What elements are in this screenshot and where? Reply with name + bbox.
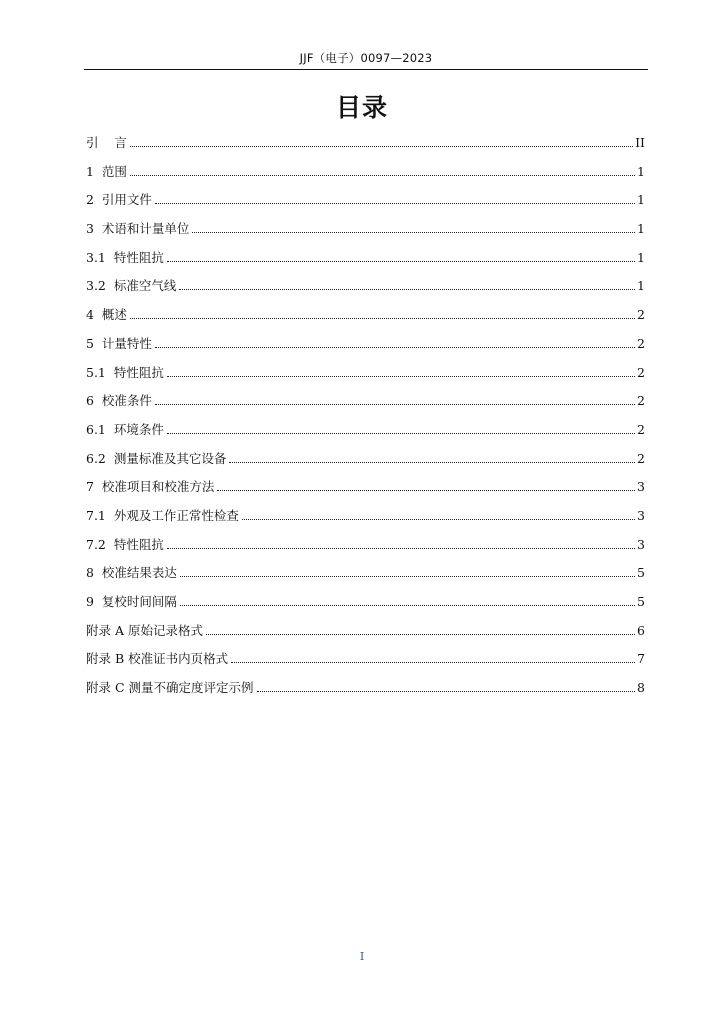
toc-entry[interactable] [86,647,645,676]
toc-entry-page: 5 [637,594,645,609]
toc-entry-page: 1 [637,163,645,179]
toc-leader-dots [130,160,635,176]
toc-entry-page: 2 [637,421,645,437]
toc-entry-label: 7.2 特性阻抗 [86,536,164,552]
toc-entry-label: 附录 B 校准证书内页格式 [86,651,229,667]
toc-entry-label: 4 概述 [86,307,127,323]
toc-entry[interactable] [86,475,645,504]
toc-entry[interactable] [86,418,645,447]
toc-leader-dots [155,389,635,405]
toc-entry-label: 5.1 特性阻抗 [86,364,164,380]
toc-entry[interactable] [86,274,645,303]
toc-entry-page: 3 [637,507,645,523]
toc-entry-page: 5 [637,565,645,581]
toc-entry-page: 2 [637,364,645,380]
toc-entry-label: 2 引用文件 [86,192,152,208]
toc-leader-dots [217,475,635,491]
toc-entry-label: 6 校准条件 [86,393,152,409]
toc-entry-page: 3 [637,479,645,495]
toc-leader-dots [167,246,635,262]
toc-entry-page: 1 [637,249,645,265]
toc-entry-label: 3.2 标准空气线 [86,278,177,294]
toc-entry-page: 1 [637,192,645,208]
toc-entry[interactable] [86,217,645,246]
toc-leader-dots [155,332,635,348]
toc-leader-dots [192,217,635,233]
toc-entry[interactable] [86,389,645,418]
toc-entry[interactable] [86,131,645,160]
toc-entry-page: 8 [637,680,645,696]
document-header: JJF（电子）0097—2023 [299,51,433,65]
toc-entry-label: 引 言 [86,135,127,150]
toc-entry[interactable] [86,188,645,217]
table-of-contents [86,131,645,705]
toc-entry-label: 6.1 环境条件 [86,421,164,437]
toc-leader-dots [180,561,635,577]
toc-leader-dots [257,676,636,692]
toc-entry-page: 1 [637,221,645,237]
toc-entry[interactable] [86,332,645,361]
toc-entry-label: 附录 A 原始记录格式 [86,622,203,638]
toc-entry-page: 3 [637,536,645,552]
toc-entry[interactable] [86,303,645,332]
toc-entry[interactable] [86,160,645,189]
toc-leader-dots [130,303,635,319]
toc-entry-label: 9 复校时间间隔 [86,594,177,609]
toc-entry[interactable] [86,361,645,390]
toc-entry-label: 3 术语和计量单位 [86,221,190,237]
toc-entry[interactable] [86,619,645,648]
toc-leader-dots [229,447,635,463]
toc-entry-page: 2 [637,393,645,409]
toc-leader-dots [180,590,635,606]
toc-entry-page: 6 [637,622,645,638]
toc-entry[interactable] [86,590,645,619]
toc-entry-page: 2 [637,335,645,351]
toc-entry-label: 1 范围 [86,163,127,179]
header-divider [84,69,648,70]
toc-leader-dots [242,504,635,520]
toc-entry-page: 2 [637,307,645,323]
toc-leader-dots [167,418,635,434]
toc-entry-label: 7 校准项目和校准方法 [86,479,215,495]
page-title: 目录 [335,93,388,122]
toc-leader-dots [206,619,635,635]
toc-leader-dots [231,647,635,663]
toc-entry[interactable] [86,533,645,562]
toc-leader-dots [155,188,635,204]
toc-entry[interactable] [86,246,645,275]
toc-entry[interactable] [86,561,645,590]
toc-entry-label: 5 计量特性 [86,335,152,351]
toc-entry[interactable] [86,447,645,476]
toc-leader-dots [167,533,635,549]
toc-entry-page: 2 [637,450,645,466]
toc-entry-label: 6.2 测量标准及其它设备 [86,450,227,466]
toc-entry-label: 8 校准结果表达 [86,565,177,581]
toc-leader-dots [130,131,633,147]
toc-entry-label: 7.1 外观及工作正常性检查 [86,507,239,523]
toc-entry[interactable] [86,504,645,533]
toc-entry[interactable] [86,676,645,705]
toc-leader-dots [179,274,635,290]
page-number: I [359,950,365,963]
toc-entry-label: 附录 C 测量不确定度评定示例 [86,680,254,696]
toc-entry-page: 1 [637,278,645,294]
toc-entry-page: II [635,135,645,150]
toc-entry-page: 7 [637,651,645,667]
toc-entry-label: 3.1 特性阻抗 [86,249,164,265]
toc-leader-dots [167,361,635,377]
